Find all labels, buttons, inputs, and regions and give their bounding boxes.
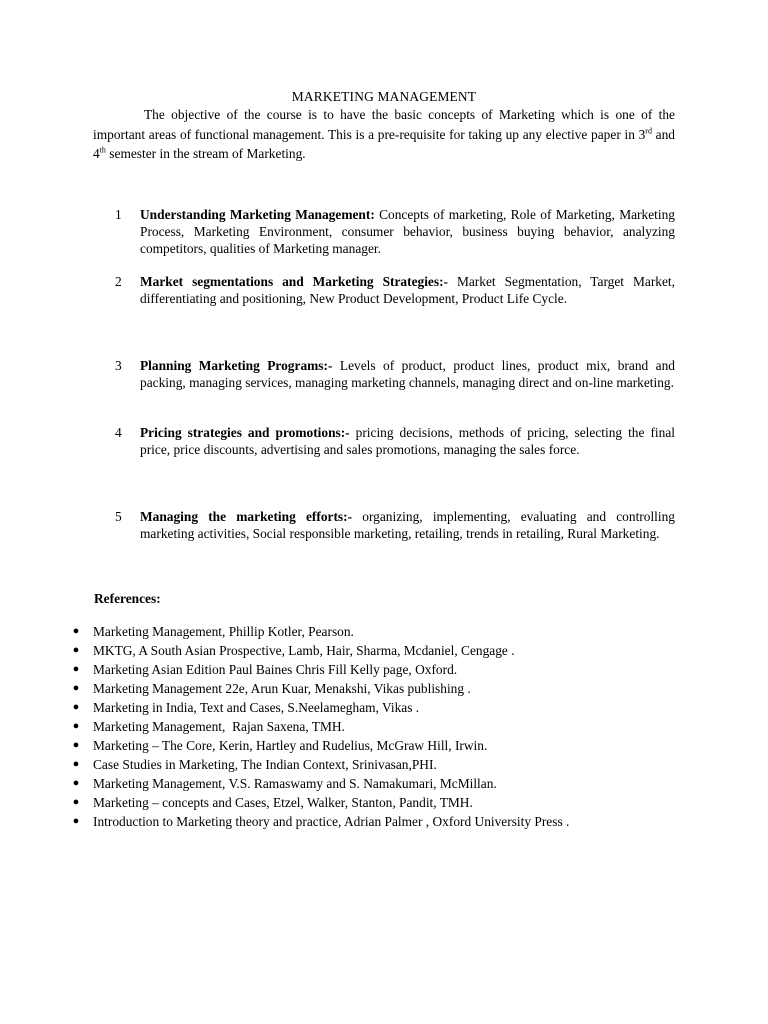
topic-heading: Pricing strategies and promotions:-	[140, 425, 350, 440]
topic-description: Market Segmentation, Target Market, differentiating and positioning, New Product Development, Product Life Cycle.	[140, 274, 675, 306]
topic-number: 5	[115, 509, 122, 524]
intro-text-part-2: and 4	[93, 126, 675, 161]
bullet-icon: ●	[72, 644, 80, 656]
reference-item	[70, 680, 690, 699]
bullet-icon: ●	[72, 758, 80, 770]
topic-description: Levels of product, product lines, product mix, brand and packing, managing services, managing marketing channels, managing direct and on-line marketing.	[140, 358, 675, 390]
syllabus-topic-5	[115, 508, 675, 542]
bullet-icon: ●	[72, 701, 80, 713]
topic-description: pricing decisions, methods of pricing, selecting the final price, price discounts, advertising and sales promotions, managing the sales force.	[140, 425, 675, 457]
reference-text: Marketing in India, Text and Cases, S.Neelamegham, Vikas .	[93, 700, 420, 715]
reference-text: Introduction to Marketing theory and practice, Adrian Palmer , Oxford University Press .	[93, 814, 570, 829]
topic-description: Concepts of marketing, Role of Marketing, Marketing Process, Marketing Environment, consumer behavior, business buying behavior, analyzing competitors, qualities of Marketing manager.	[140, 207, 675, 256]
topic-body	[140, 508, 675, 542]
bullet-icon: ●	[72, 739, 80, 751]
topic-number: 3	[115, 358, 122, 373]
references-list	[70, 623, 690, 832]
reference-item	[70, 775, 690, 794]
reference-text: Marketing Management 22e, Arun Kuar, Menakshi, Vikas publishing .	[93, 681, 471, 696]
reference-item	[70, 661, 690, 680]
bullet-icon: ●	[72, 815, 80, 827]
bullet-icon: ●	[72, 682, 80, 694]
bullet-icon: ●	[72, 625, 80, 637]
reference-item	[70, 699, 690, 718]
references-heading: References:	[94, 591, 161, 606]
superscript-rd: rd	[645, 126, 652, 136]
reference-item	[70, 642, 690, 661]
reference-item	[70, 623, 690, 642]
reference-text: Marketing – concepts and Cases, Etzel, Walker, Stanton, Pandit, TMH.	[93, 795, 473, 810]
bullet-icon: ●	[72, 663, 80, 675]
reference-text: Marketing Management, Phillip Kotler, Pearson.	[93, 624, 354, 639]
intro-text-part-1: The objective of the course is to have the basic concepts of Marketing which is one of the important areas of functional management. This is a pre-requisite for taking up any elective paper in 3	[93, 107, 675, 142]
page-title: MARKETING MANAGEMENT	[291, 89, 477, 104]
syllabus-topic-3	[115, 357, 675, 391]
topic-body	[140, 273, 675, 307]
topic-body	[140, 357, 675, 391]
reference-text: Marketing – The Core, Kerin, Hartley and Rudelius, McGraw Hill, Irwin.	[93, 738, 488, 753]
reference-item	[70, 718, 690, 737]
reference-item	[70, 756, 690, 775]
reference-text: Marketing Management, V.S. Ramaswamy and S. Namakumari, McMillan.	[93, 776, 497, 791]
syllabus-topic-1	[115, 206, 675, 257]
topic-heading: Market segmentations and Marketing Strategies:-	[140, 274, 449, 289]
bullet-icon: ●	[72, 777, 80, 789]
topic-number: 4	[115, 425, 122, 440]
superscript-th: th	[99, 145, 106, 155]
bullet-icon: ●	[72, 720, 80, 732]
course-objective-paragraph	[93, 105, 675, 164]
topic-body	[140, 206, 675, 257]
topic-number: 1	[115, 207, 122, 222]
reference-item	[70, 813, 690, 832]
topic-heading: Understanding Marketing Management:	[140, 207, 375, 222]
topic-number: 2	[115, 274, 122, 289]
intro-text-part-3: semester in the stream of Marketing.	[105, 146, 306, 161]
reference-item	[70, 794, 690, 813]
reference-item	[70, 737, 690, 756]
topic-description: organizing, implementing, evaluating and controlling marketing activities, Social responsible marketing, retailing, trends in retailing, Rural Marketing.	[140, 509, 675, 541]
syllabus-topic-2	[115, 273, 675, 307]
topic-heading: Managing the marketing efforts:-	[140, 509, 353, 524]
reference-text: MKTG, A South Asian Prospective, Lamb, Hair, Sharma, Mcdaniel, Cengage .	[93, 643, 515, 658]
syllabus-topic-4	[115, 424, 675, 458]
reference-text: Marketing Asian Edition Paul Baines Chris Fill Kelly page, Oxford.	[93, 662, 458, 677]
topic-heading: Planning Marketing Programs:-	[140, 358, 333, 373]
reference-text: Marketing Management, Rajan Saxena, TMH.	[93, 719, 345, 734]
reference-text: Case Studies in Marketing, The Indian Context, Srinivasan,PHI.	[93, 757, 437, 772]
bullet-icon: ●	[72, 796, 80, 808]
topic-body	[140, 424, 675, 458]
